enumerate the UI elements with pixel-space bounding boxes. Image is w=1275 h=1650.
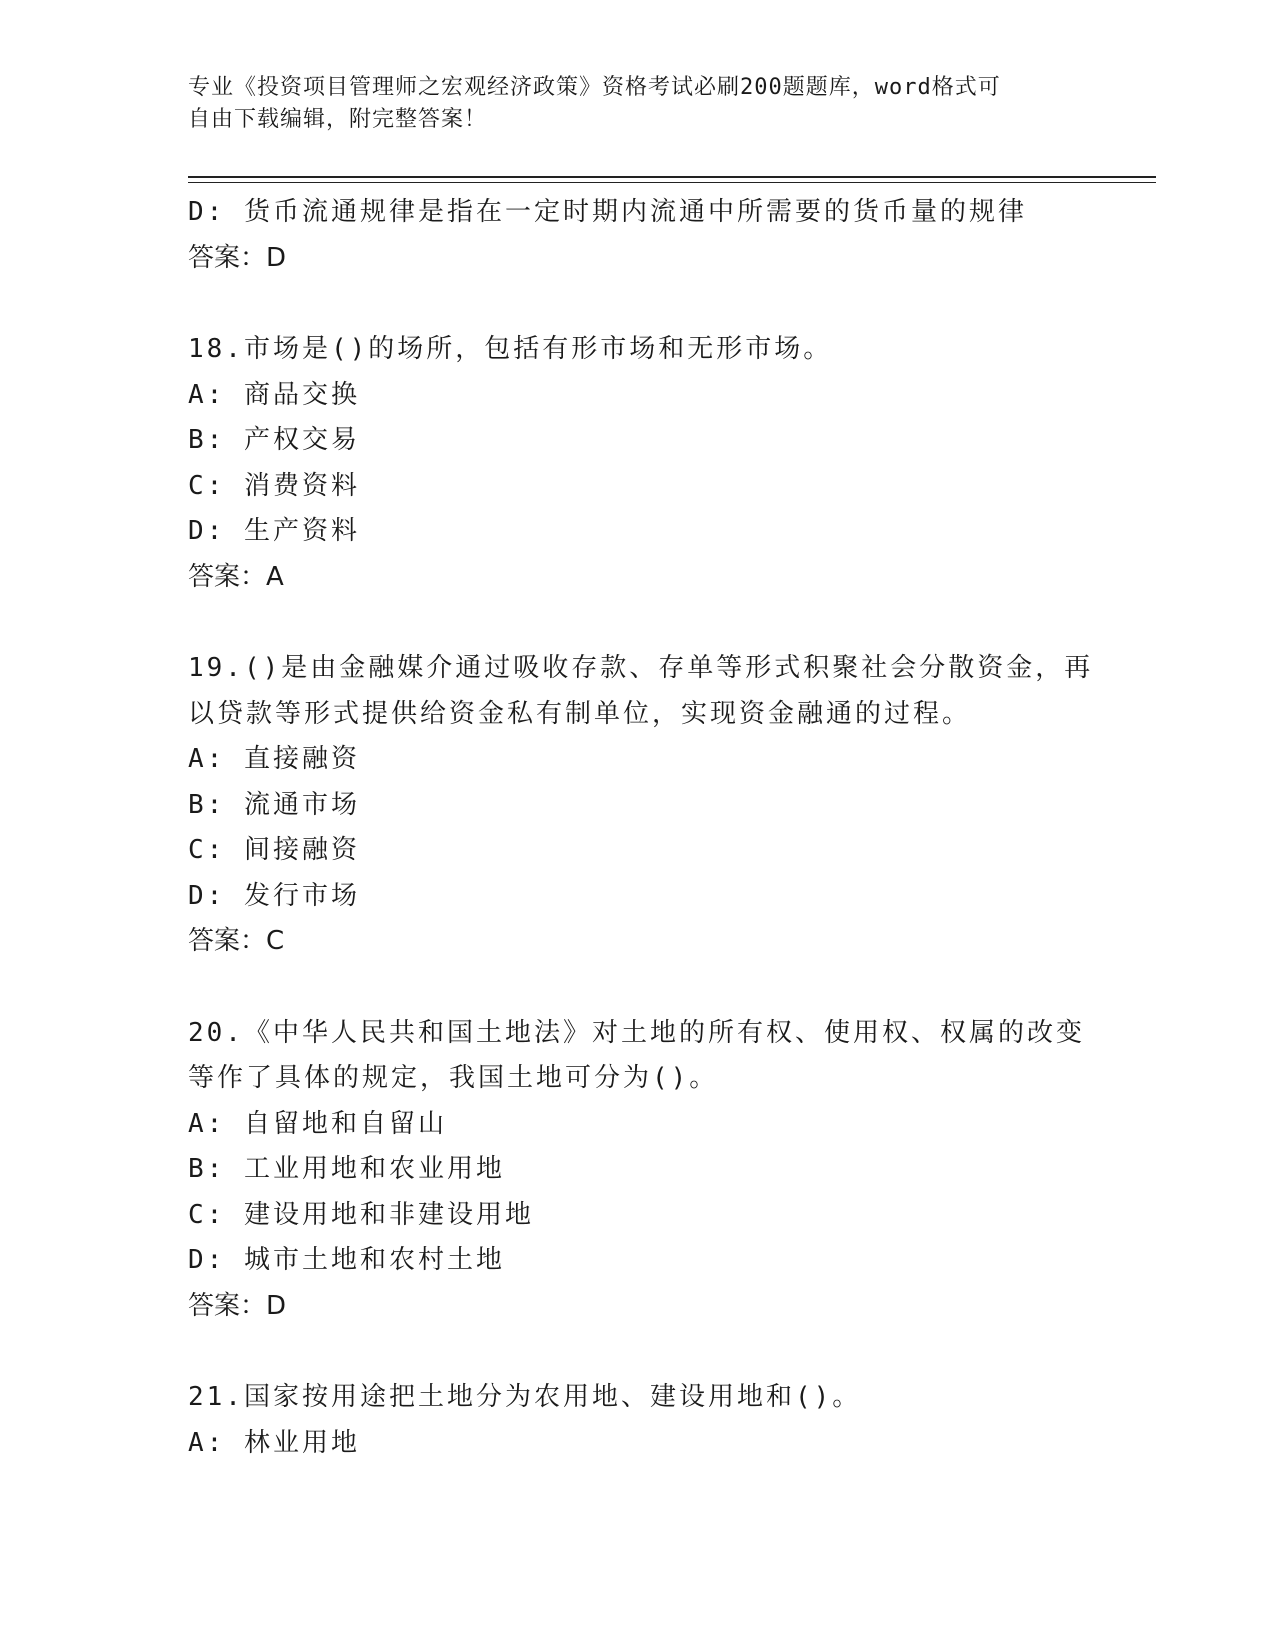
spacer [188,281,1088,327]
spacer [188,600,1088,646]
header-divider-thick [188,176,1156,178]
option-d: D: 发行市场 [188,880,360,911]
spacer [188,1329,1088,1375]
answer: 答案：A [188,561,284,592]
question-list [188,190,1094,1466]
option-a: A: 直接融资 [188,744,360,774]
header-line-1: 专业《投资项目管理师之宏观经济政策》资格考试必刷200题题库，word格式可 [188,75,1001,100]
option-d: D: 城市土地和农村土地 [188,1245,505,1275]
question-stem: 19.()是由金融媒介通过吸收存款、存单等形式积聚社会分散资金，再 [188,653,1094,683]
header-divider-thin [188,182,1156,183]
previous-option-d: D: 货币流通规律是指在一定时期内流通中所需要的货币量的规律 [188,197,1027,227]
question-stem: 18.市场是()的场所，包括有形市场和无形市场。 [188,334,833,364]
question-stem-continued: 以贷款等形式提供给资金私有制单位，实现资金融通的过程。 [188,698,972,729]
option-a: A: 商品交换 [188,379,360,410]
question-stem-continued: 等作了具体的规定，我国土地可分为()。 [188,1063,719,1093]
option-c: C: 间接融资 [188,835,360,865]
option-a: A: 林业用地 [188,1427,360,1458]
option-a: A: 自留地和自留山 [188,1108,447,1139]
option-c: C: 建设用地和非建设用地 [188,1199,534,1230]
option-b: B: 工业用地和农业用地 [188,1154,505,1184]
question-stem: 20.《中华人民共和国土地法》对土地的所有权、使用权、权属的改变 [188,1017,1085,1048]
option-c: C: 消费资料 [188,470,360,501]
question-21 [188,1375,1088,1466]
question-stem: 21.国家按用途把土地分为农用地、建设用地和()。 [188,1382,862,1412]
previous-answer: 答案：D [188,242,287,273]
question-18 [188,327,1088,600]
spacer [188,965,1088,1011]
question-20 [188,1011,1088,1330]
option-b: B: 产权交易 [188,425,360,455]
option-b: B: 流通市场 [188,789,360,820]
header-line-2: 自由下载编辑，附完整答案！ [188,107,488,132]
answer: 答案：C [188,926,285,956]
option-d: D: 生产资料 [188,516,360,546]
question-19 [188,646,1094,965]
answer: 答案：D [188,1290,287,1321]
document-header [188,72,1068,136]
